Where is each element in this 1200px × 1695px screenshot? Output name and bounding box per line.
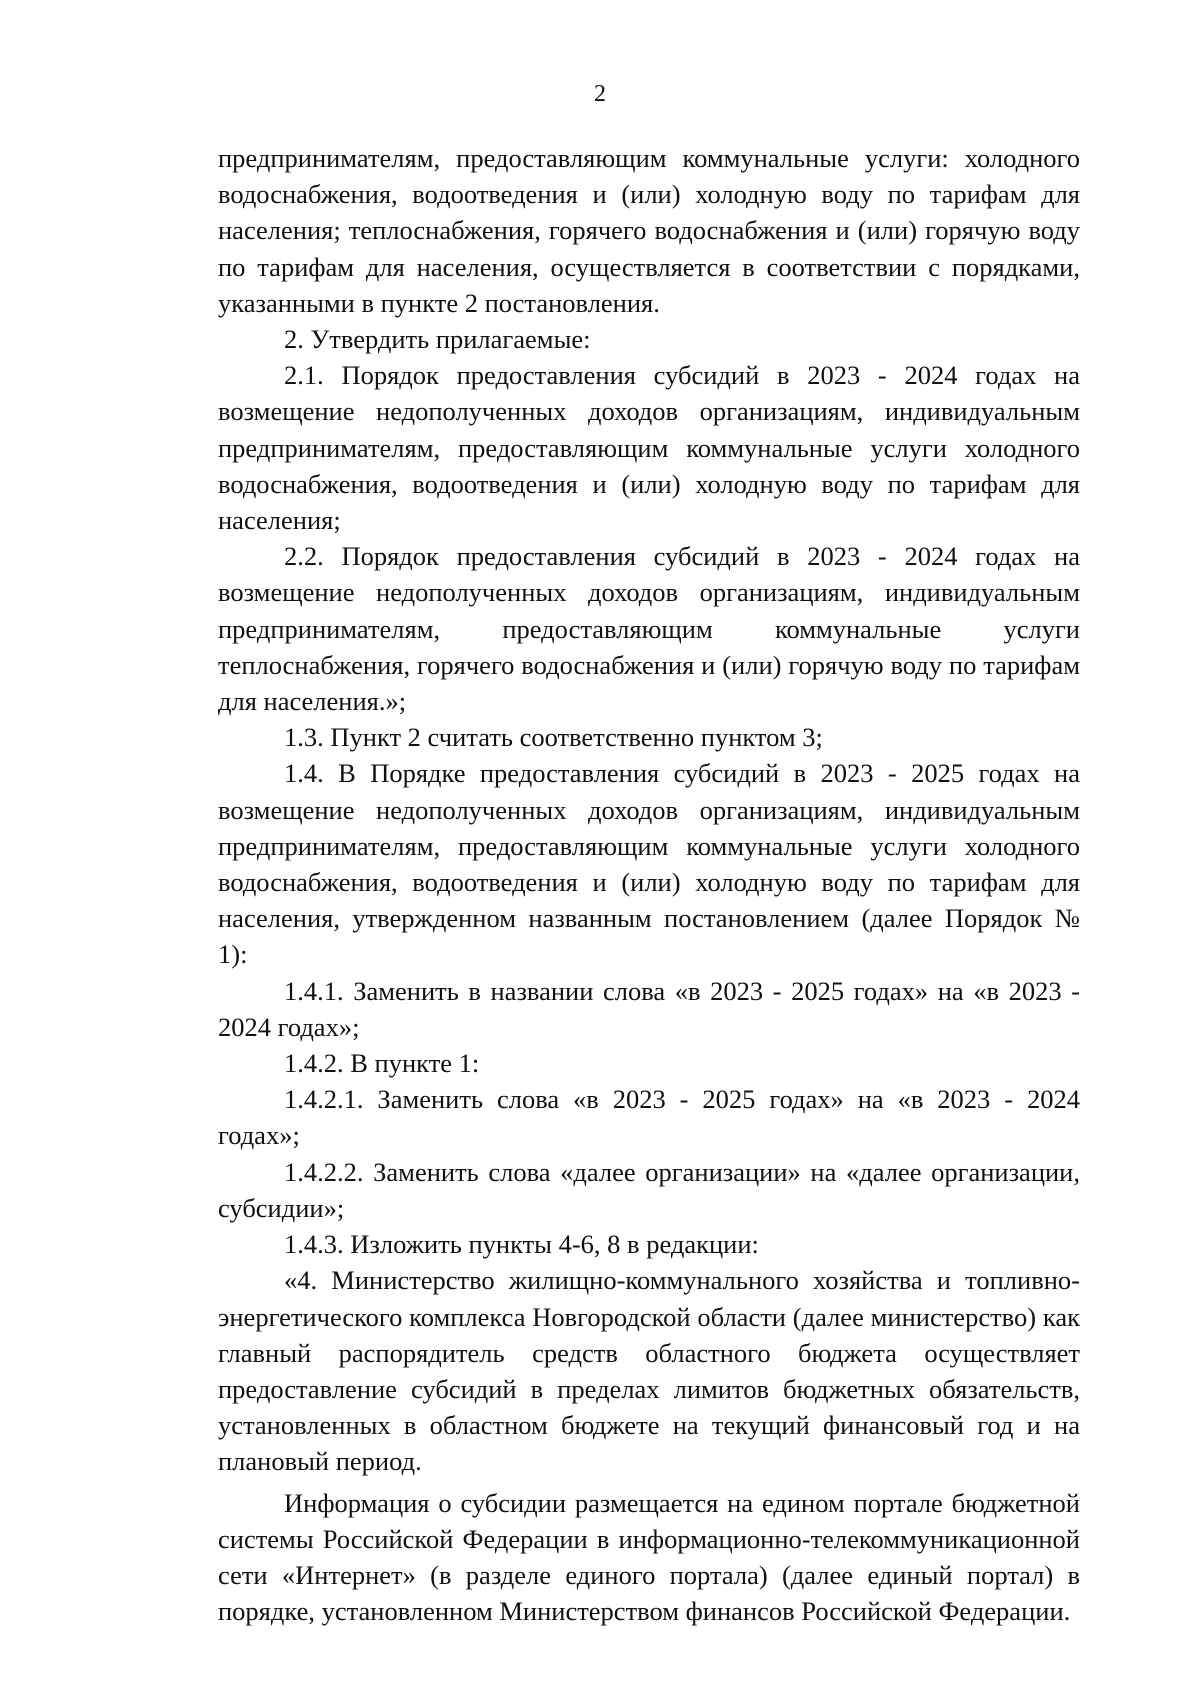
paragraph-item-1-4-3: 1.4.3. Изложить пункты 4-6, 8 в редакции: <box>284 1229 759 1260</box>
paragraph-item-2-1: 2.1. Порядок предоставления субсидий в 2023 - 2024 годах на возмещение недополученных доходов организациям, индивидуальным предпринимателям, предоставляющим коммунальные услуги холодного водоснабжения, водоотведения и (или) холодную воду по тарифам для населения; <box>218 360 1080 536</box>
paragraph-item-2: 2. Утвердить прилагаемые: <box>284 324 591 355</box>
paragraph-item-2-2: 2.2. Порядок предоставления субсидий в 2023 - 2024 годах на возмещение недополученных доходов организациям, индивидуальным предпринимателям, предоставляющим коммунальные услуги теплоснабжения, горячего водоснабжения и (или) горячую воду по тарифам для населения.»; <box>218 541 1080 717</box>
paragraph-subsidy-info: Информация о субсидии размещается на едином портале бюджетной системы Российской Федерации в информационно-телекоммуникационной сети «Интернет» (в разделе единого портала) (далее единый портал) в порядке, установленном Министерством финансов Российской Федерации. <box>218 1487 1080 1627</box>
paragraph-item-1-4-2: 1.4.2. В пункте 1: <box>284 1048 480 1079</box>
paragraph-item-1-4: 1.4. В Порядке предоставления субсидий в 2023 - 2025 годах на возмещение недополученных доходов организациям, индивидуальным предпринимателям, предоставляющим коммунальные услуги холодного водоснабжения, водоотведения и (или) холодную воду по тарифам для населения, утвержденном названным постановлением (далее Порядок № 1): <box>218 758 1080 970</box>
paragraph-quoted-item-4: «4. Министерство жилищно-коммунального хозяйства и топливно-энергетического комплекса Новгородской области (далее министерство) как главный распорядитель средств областного бюджета осуществляет предоставление субсидий в пределах лимитов бюджетных обязательств, установленных в областном бюджете на текущий финансовый год и на плановый период. <box>218 1265 1080 1477</box>
paragraph-continuation: предпринимателям, предоставляющим коммунальные услуги: холодного водоснабжения, водоотведения и (или) холодную воду по тарифам для населения; теплоснабжения, горячего водоснабжения и (или) горячую воду по тарифам для населения, осуществляется в соответствии с порядками, указанными в пункте 2 постановления. <box>218 143 1080 318</box>
page-number: 2 <box>594 81 606 107</box>
paragraph-item-1-4-2-2: 1.4.2.2. Заменить слова «далее организации» на «далее организации, субсидии»; <box>218 1156 1080 1223</box>
document-body <box>218 140 1080 1629</box>
paragraph-item-1-4-1: 1.4.1. Заменить в названии слова «в 2023 - 2025 годах» на «в 2023 - 2024 годах»; <box>218 975 1080 1042</box>
paragraph-item-1-3: 1.3. Пункт 2 считать соответственно пунктом 3; <box>284 722 823 753</box>
paragraph-item-1-4-2-1: 1.4.2.1. Заменить слова «в 2023 - 2025 годах» на «в 2023 - 2024 годах»; <box>218 1084 1080 1151</box>
